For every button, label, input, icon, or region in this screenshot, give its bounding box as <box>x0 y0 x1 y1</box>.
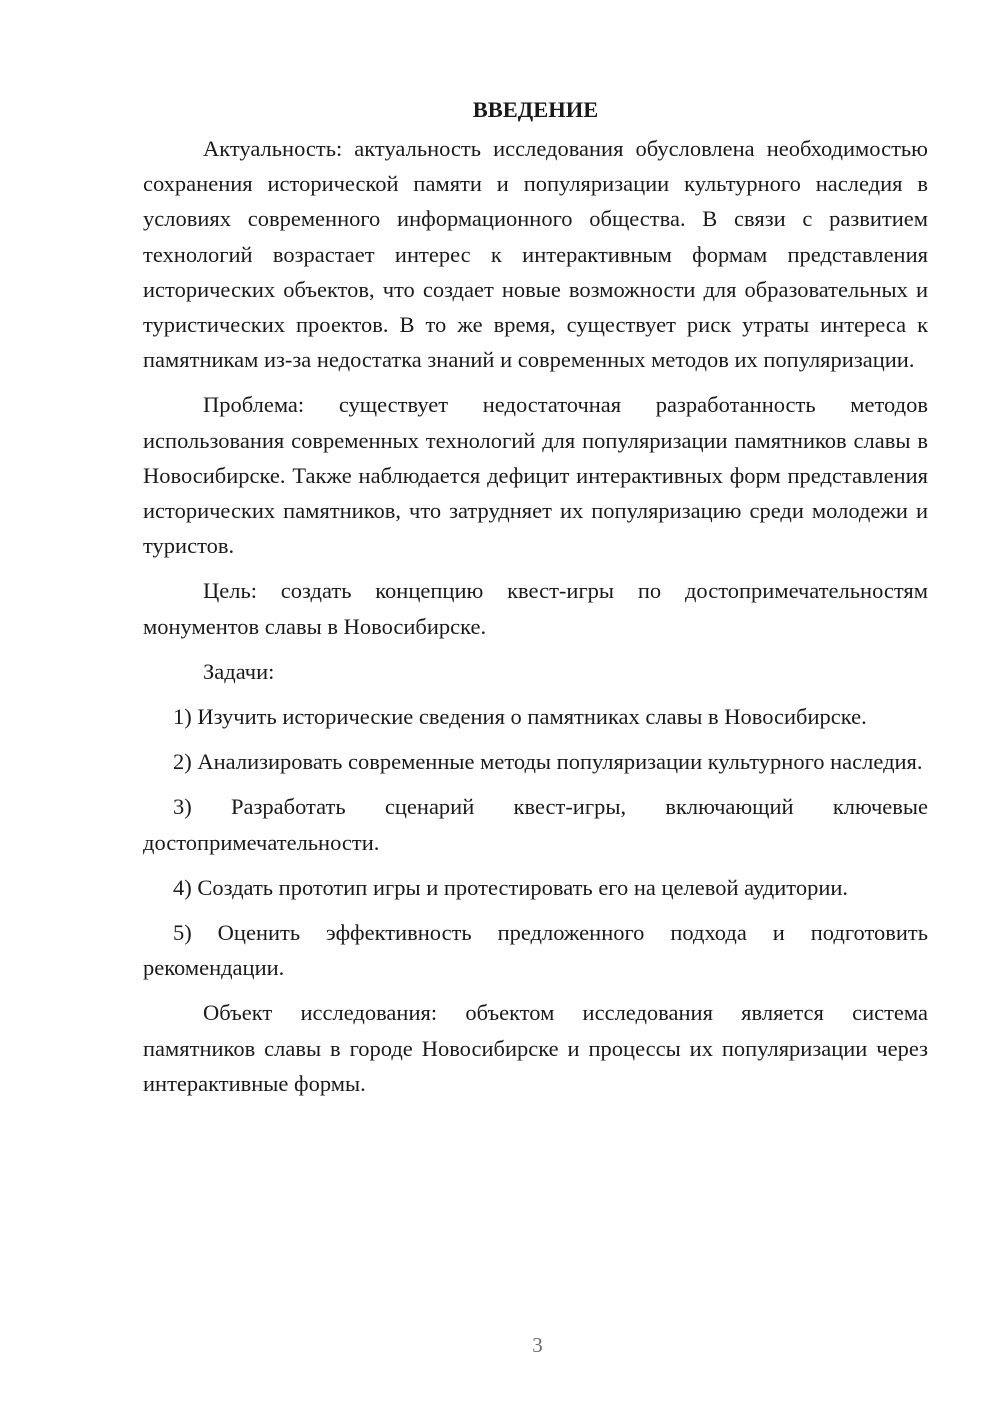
tasks-label: Задачи: <box>203 658 275 684</box>
problem-paragraph: Проблема: существует недостаточная разработанность методов использования современных технологий для популяризации памятников славы в Новосибирске. Также наблюдается дефицит интерактивных форм представления исторических памятников, что затрудняет их популяризацию среди молодежи и туристов. <box>143 392 928 559</box>
document-page <box>143 92 928 1111</box>
task-item-3: 3) Разработать сценарий квест-игры, включающий ключевые достопримечательности. <box>143 794 928 855</box>
object-paragraph: Объект исследования: объектом исследования является система памятников славы в городе Новосибирске и процессы их популяризации через интерактивные формы. <box>143 1000 928 1096</box>
task-item-4: 4) Создать прототип игры и протестировать его на целевой аудитории. <box>173 874 849 900</box>
task-item-2: 2) Анализировать современные методы популяризации культурного наследия. <box>173 749 923 775</box>
relevance-paragraph: Актуальность: актуальность исследования обусловлена необходимостью сохранения исторической памяти и популяризации культурного наследия в условиях современного информационного общества. В связи с развитием технологий возрастает интерес к интерактивным формам представления исторических объектов, что создает новые возможности для образовательных и туристических проектов. В то же время, существует риск утраты интереса к памятникам из-за недостатка знаний и современных методов их популяризации. <box>143 136 928 373</box>
section-title: ВВЕДЕНИЕ <box>472 97 599 122</box>
task-item-5: 5) Оценить эффективность предложенного подхода и подготовить рекомендации. <box>143 920 928 981</box>
goal-paragraph: Цель: создать концепцию квест-игры по достопримечательностям монументов славы в Новосибирске. <box>143 578 928 639</box>
page-number: 3 <box>532 1333 543 1357</box>
task-item-1: 1) Изучить исторические сведения о памятниках славы в Новосибирске. <box>173 704 867 730</box>
